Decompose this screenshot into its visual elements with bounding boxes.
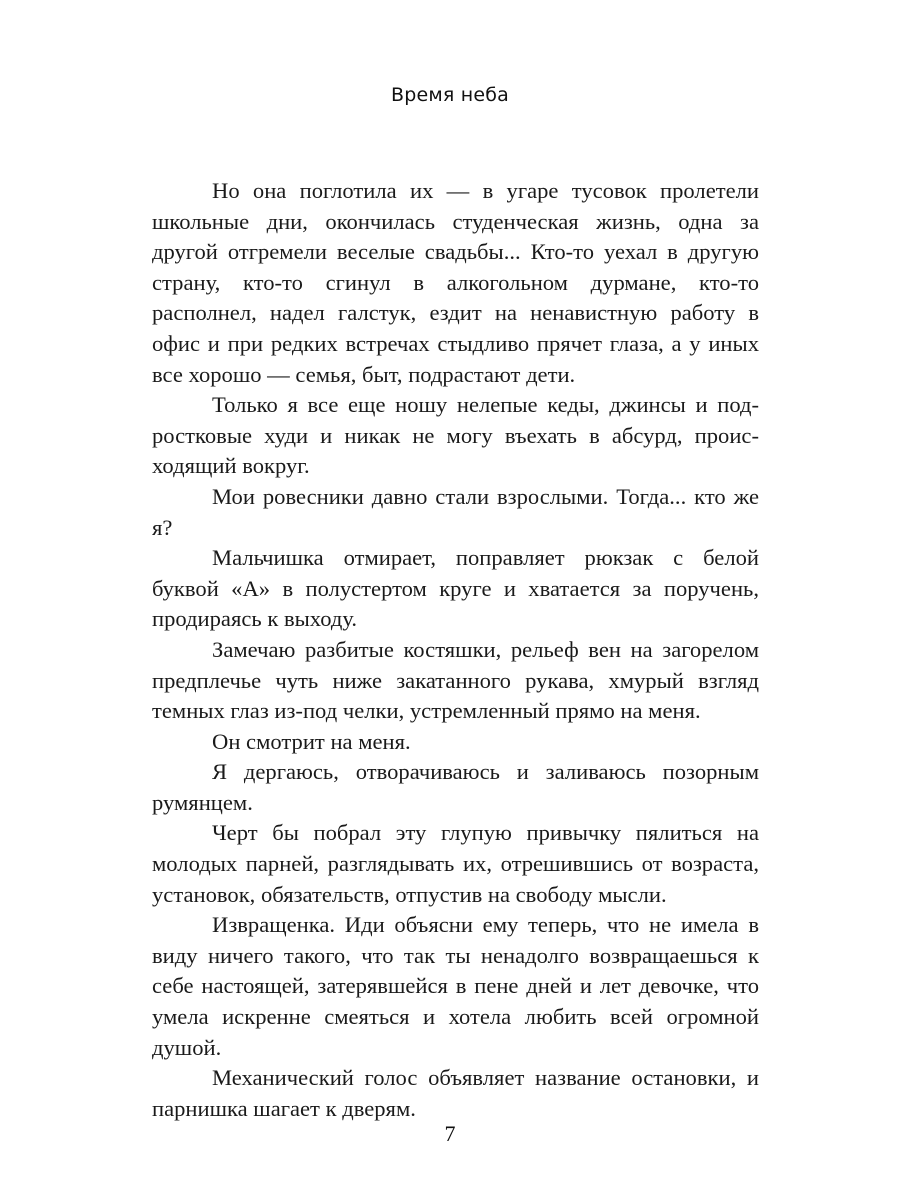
- body-text: [152, 176, 759, 1124]
- paragraph: Извращенка. Иди объясни ему теперь, что не имела в виду ничего такого, что так ты ненадолго возвращаешься к себе настоящей, затерявшейся в пене дней и лет девочке, что умела искренне смеяться и хотела любить всей огромной душой.: [152, 912, 759, 1060]
- paragraph: Мои ровесники давно стали взрослыми. Тогда... кто же я?: [152, 483, 759, 540]
- paragraph: Он смотрит на меня.: [212, 728, 411, 754]
- paragraph: Я дергаюсь, отворачиваюсь и заливаюсь позорным румянцем.: [152, 759, 759, 815]
- page-number: 7: [444, 1121, 456, 1146]
- paragraph: Но она поглотила их — в угаре тусовок пролетели школьные дни, окончилась студенческая жизнь, одна за другой отгремели веселые свадьбы... Кто-то уехал в другую страну, кто-то сгинул в алкогольном дурмане, кто-то располнел, надел галстук, ездит на ненавистную работу в офис и при редких встречах стыдливо прячет глаза, а у иных все хорошо — семья, быт, подрастают дети.: [152, 178, 759, 387]
- paragraph: Только я все еще ношу нелепые кеды, джинсы и подростковые худи и никак не могу въехать в абсурд, происходящий вокруг.: [152, 392, 759, 479]
- paragraph: Механический голос объявляет название остановки, и парнишка шагает к дверям.: [152, 1065, 759, 1121]
- running-title: Время неба: [390, 84, 510, 106]
- paragraph: Черт бы побрал эту глупую привычку пялиться на молодых парней, разглядывать их, отрешившись от возраста, установок, обязательств, отпустив на свободу мысли.: [152, 820, 759, 907]
- paragraph: Замечаю разбитые костяшки, рельеф вен на загорелом предплечье чуть ниже закатанного рукава, хмурый взгляд темных глаз из-под челки, устремленный прямо на меня.: [152, 636, 759, 724]
- paragraph: Мальчишка отмирает, поправляет рюкзак с белой буквой «А» в полустертом круге и хватается за поручень, продираясь к выходу.: [152, 545, 759, 632]
